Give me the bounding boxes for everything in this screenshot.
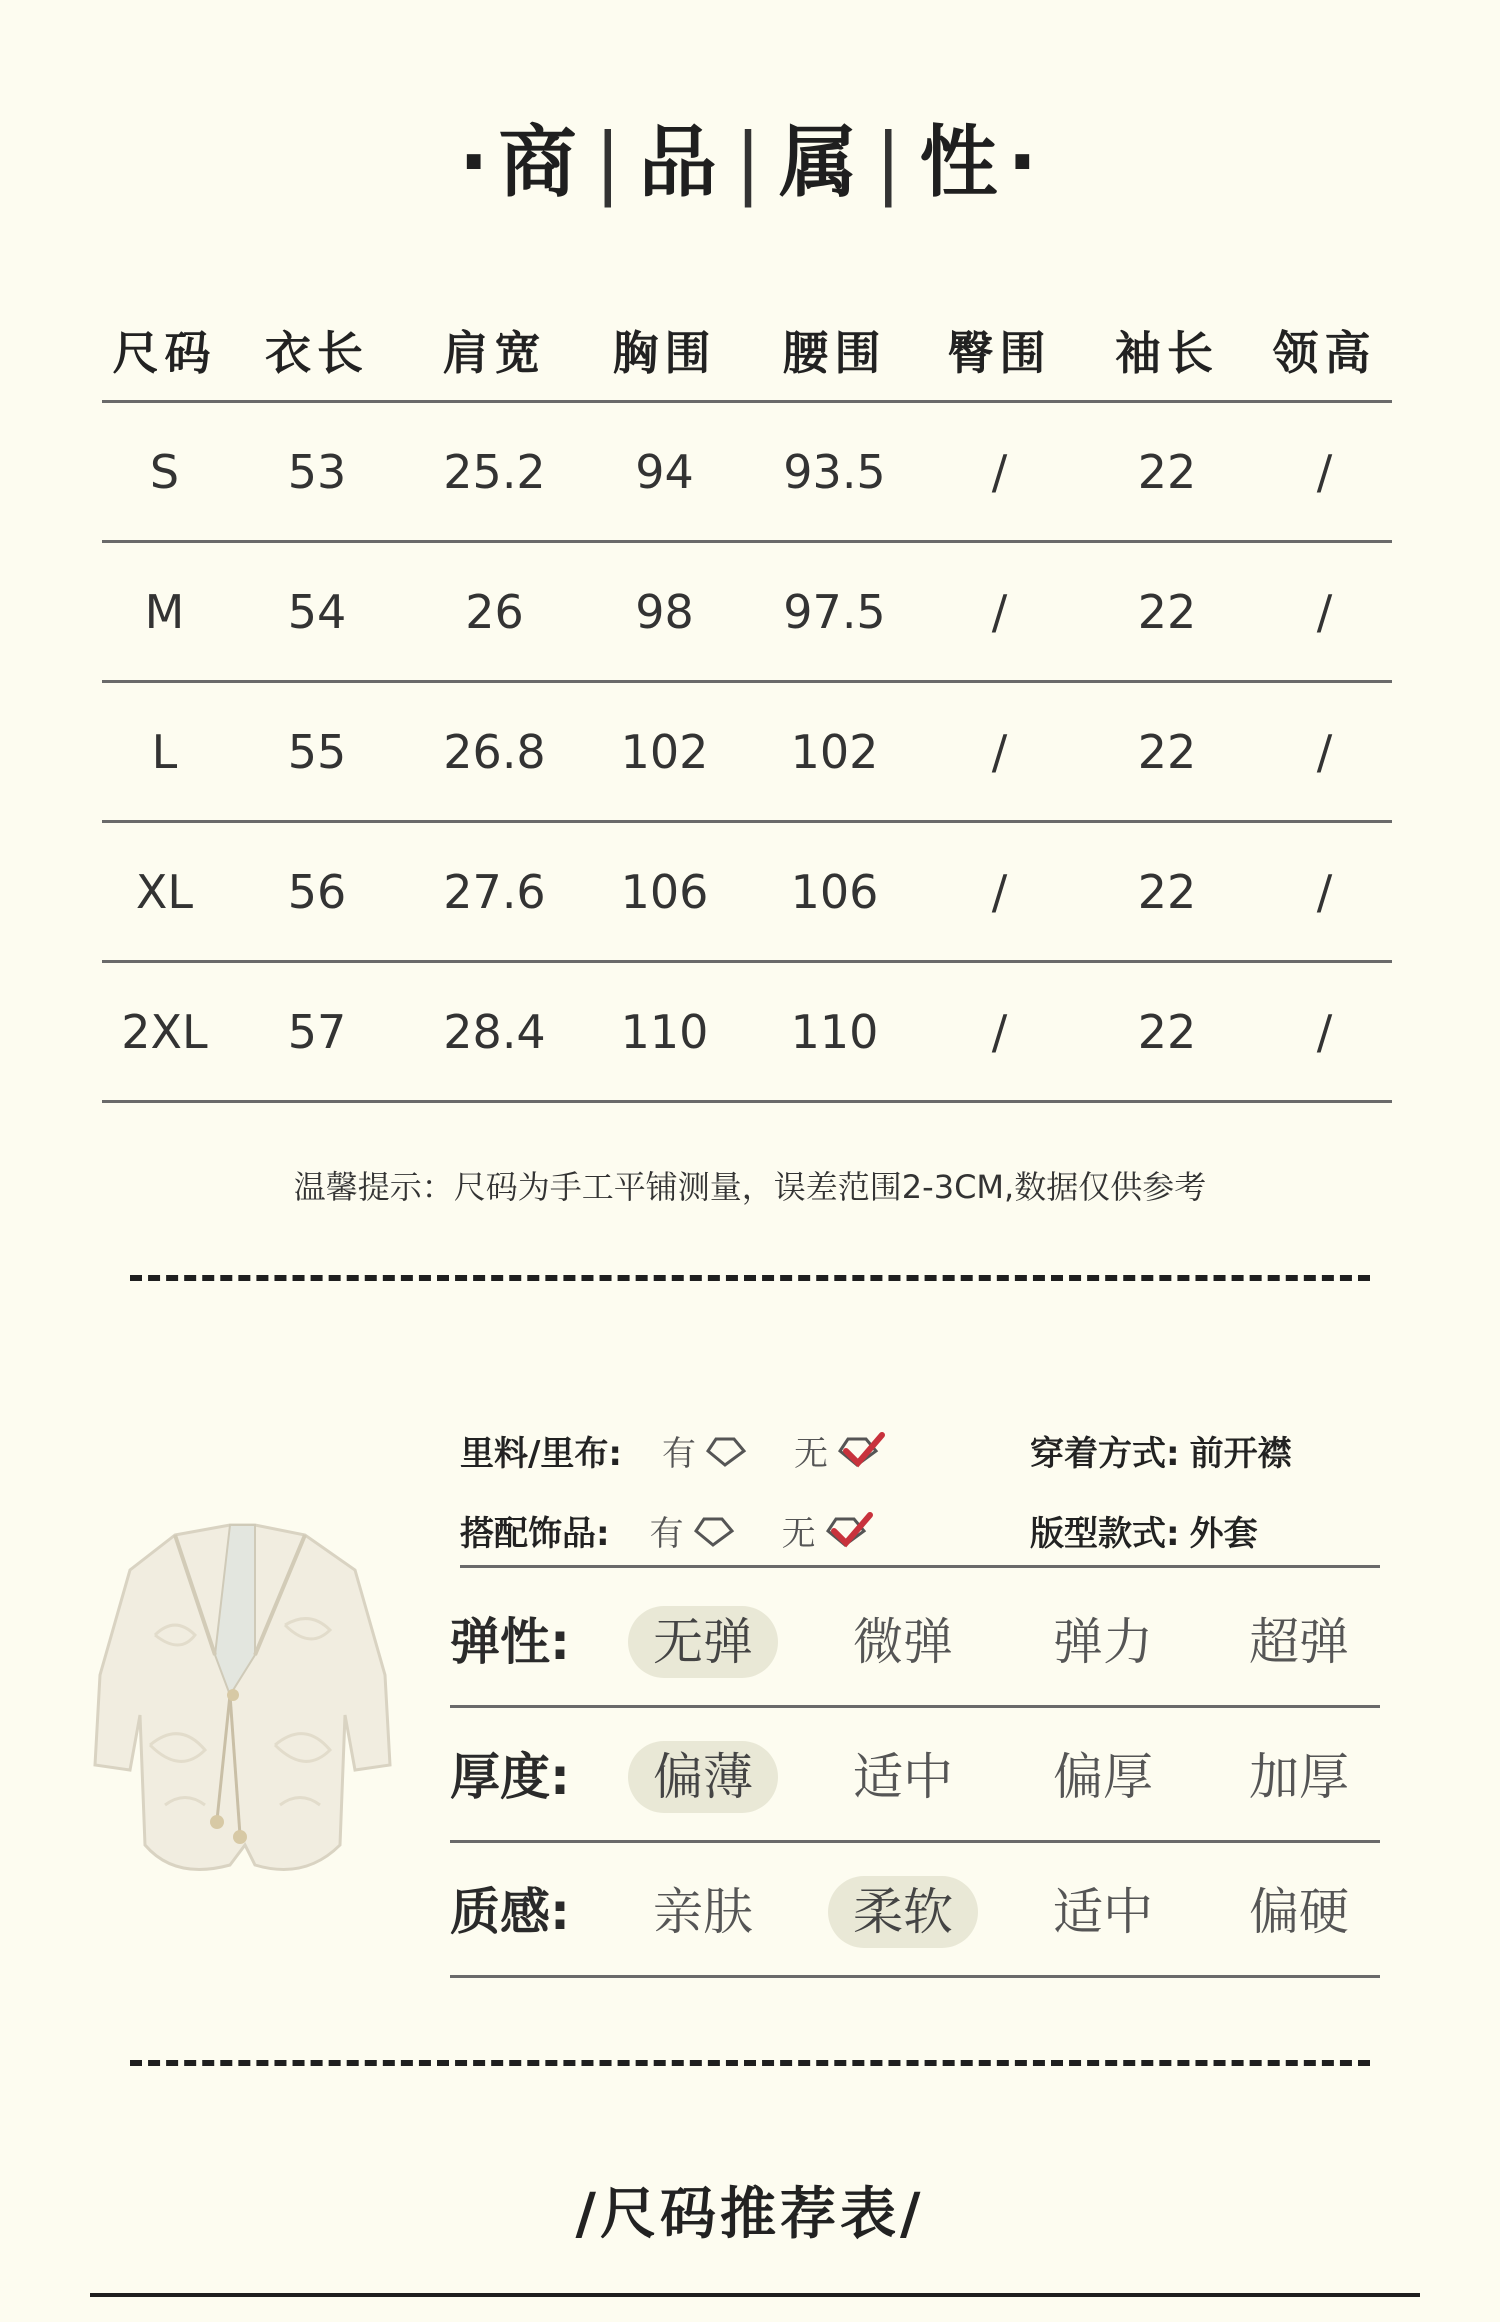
slash-left: / (575, 2182, 600, 2247)
texture-scale (450, 1840, 1380, 1978)
table-cell: 106 (790, 864, 879, 919)
table-row (102, 683, 1392, 823)
product-jacket-image (55, 1515, 425, 1895)
table-row (102, 823, 1392, 963)
table-cell: 98 (635, 584, 694, 639)
table-header-cell: 胸围 (612, 326, 717, 380)
title-char: 性 (919, 118, 1002, 208)
table-cell: 54 (287, 584, 347, 639)
table-cell: / (991, 864, 1008, 919)
size-table (102, 300, 1392, 1103)
elasticity-option: 超弹 (1249, 1613, 1349, 1671)
table-cell: 110 (790, 1004, 879, 1059)
texture-option-selected: 柔软 (828, 1876, 978, 1948)
elasticity-option: 弹力 (1053, 1613, 1153, 1671)
title-separator: | (594, 118, 625, 208)
thickness-option-selected: 偏薄 (628, 1741, 778, 1813)
table-row (102, 403, 1392, 543)
table-cell: 22 (1137, 1004, 1197, 1059)
table-cell: 102 (620, 724, 709, 779)
table-cell: / (991, 444, 1008, 499)
page-title (0, 100, 1500, 212)
table-header-cell: 衣长 (265, 326, 369, 380)
table-cell: 22 (1137, 724, 1197, 779)
table-cell: 27.6 (443, 864, 546, 919)
table-row (102, 543, 1392, 683)
elasticity-scale (450, 1570, 1380, 1708)
accessories-option-yes: 有 (649, 1514, 684, 1554)
size-recommendation-title (0, 2170, 1500, 2250)
title-char: 品 (638, 118, 721, 208)
table-header-cell: 肩宽 (442, 326, 547, 380)
texture-option: 适中 (1053, 1883, 1153, 1941)
title-separator: | (875, 118, 906, 208)
table-cell: M (144, 584, 185, 639)
table-cell: 56 (287, 864, 347, 919)
thickness-option: 加厚 (1249, 1748, 1349, 1806)
dashed-divider (130, 1275, 1370, 1281)
accessories-attribute (460, 1506, 874, 1555)
attribute-options-panel (460, 1400, 1380, 1568)
lining-option-no: 无 (794, 1434, 829, 1474)
accessories-option-no: 无 (781, 1514, 816, 1554)
slash-right: / (900, 2182, 925, 2247)
table-cell: 22 (1137, 864, 1197, 919)
dashed-divider (130, 2060, 1370, 2066)
table-cell: 97.5 (783, 584, 886, 639)
accessories-label: 搭配饰品: (460, 1514, 610, 1554)
texture-option: 亲肤 (653, 1883, 753, 1941)
bottom-divider (90, 2293, 1420, 2297)
elasticity-option: 微弹 (853, 1613, 953, 1671)
lining-label: 里料/里布: (460, 1434, 623, 1474)
table-cell: / (1316, 1004, 1333, 1059)
table-cell: / (991, 584, 1008, 639)
table-cell: 25.2 (443, 444, 546, 499)
wear-style-value: 前开襟 (1189, 1434, 1292, 1474)
table-cell: 110 (620, 1004, 709, 1059)
table-cell: 106 (620, 864, 709, 919)
lining-option-yes: 有 (662, 1434, 697, 1474)
texture-option: 偏硬 (1249, 1883, 1349, 1941)
table-header-cell: 袖长 (1115, 326, 1219, 380)
table-cell: / (991, 1004, 1008, 1059)
lining-attribute (460, 1426, 886, 1475)
table-cell: / (1316, 864, 1333, 919)
elasticity-label: 弹性: (450, 1613, 570, 1671)
table-cell: XL (135, 864, 194, 919)
check-mark-icon (838, 1431, 886, 1471)
title-separator: | (734, 118, 766, 208)
fit-style-attribute (1030, 1506, 1258, 1555)
table-cell: / (1316, 584, 1333, 639)
table-cell: L (151, 724, 178, 779)
wear-style-label: 穿着方式: (1030, 1434, 1180, 1474)
fit-style-value: 外套 (1189, 1514, 1258, 1554)
recommend-title-text: 尺码推荐表 (600, 2182, 900, 2247)
title-char: 属 (779, 118, 862, 208)
measurement-note: 温馨提示：尺码为手工平铺测量，误差范围2-3CM,数据仅供参考 (293, 1168, 1207, 1206)
thickness-scale (450, 1705, 1380, 1843)
table-cell: 2XL (121, 1004, 208, 1059)
title-char: 商 (498, 118, 581, 208)
table-cell: / (1316, 444, 1333, 499)
table-cell: 26.8 (443, 724, 546, 779)
check-mark-icon (826, 1511, 874, 1551)
table-header-cell: 领高 (1272, 326, 1377, 380)
thickness-label: 厚度: (450, 1748, 570, 1806)
table-cell: 94 (635, 444, 694, 499)
table-cell: S (149, 444, 180, 499)
table-header-row (102, 300, 1392, 403)
table-cell: 26 (465, 584, 524, 639)
table-cell: 102 (790, 724, 879, 779)
fit-style-label: 版型款式: (1030, 1514, 1180, 1554)
table-cell: 22 (1137, 584, 1197, 639)
thickness-option: 适中 (853, 1748, 953, 1806)
table-cell: 53 (287, 444, 347, 499)
title-dot-right: · (1007, 118, 1042, 208)
diamond-outline-icon (706, 1431, 754, 1471)
table-cell: / (1316, 724, 1333, 779)
table-header-cell: 尺码 (112, 326, 217, 380)
title-dot-left: · (458, 118, 493, 208)
texture-label: 质感: (450, 1883, 570, 1941)
table-cell: 22 (1137, 444, 1197, 499)
diamond-outline-icon (694, 1511, 742, 1551)
wear-style-attribute (1030, 1426, 1292, 1475)
table-cell: 93.5 (783, 444, 886, 499)
elasticity-option-selected: 无弹 (628, 1606, 778, 1678)
table-header-cell: 臀围 (947, 326, 1052, 380)
table-header-cell: 腰围 (782, 326, 887, 380)
table-cell: 28.4 (443, 1004, 546, 1059)
table-cell: 55 (287, 724, 347, 779)
table-cell: 57 (287, 1004, 347, 1059)
table-cell: / (991, 724, 1008, 779)
thickness-option: 偏厚 (1053, 1748, 1153, 1806)
table-row (102, 963, 1392, 1103)
